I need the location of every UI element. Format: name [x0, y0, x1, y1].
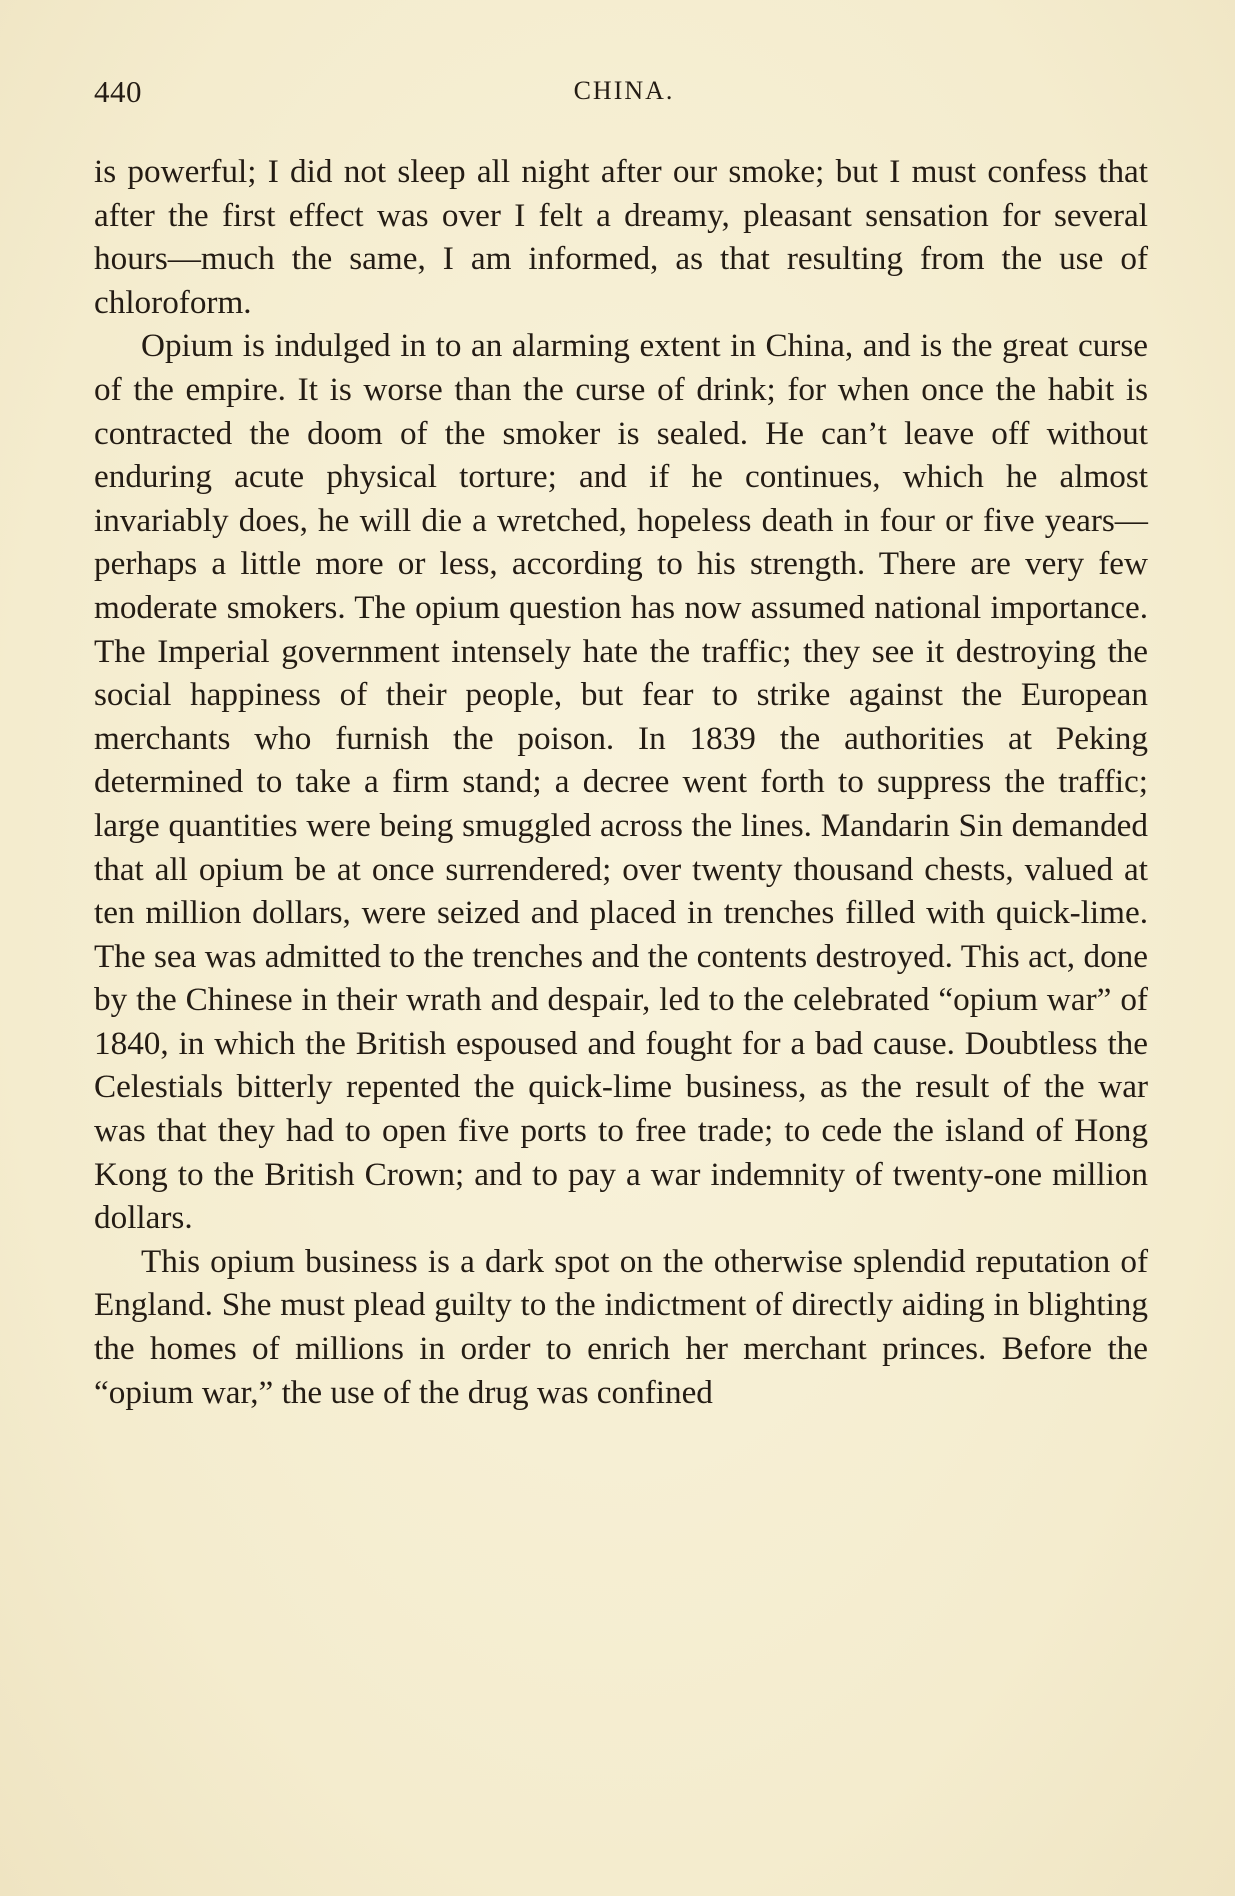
body-text [94, 150, 1148, 1414]
page-number: 440 [94, 74, 142, 109]
paragraph-opium-indulged: Opium is indulged in to an alarming extent in China, and is the great curse of the empire. It is worse than the curse of drink; for when once the habit is contracted the doom of the smoker is sealed. He can’t leave off without enduring acute physical torture; and if he continues, which he almost invariably does, he will die a wretched, hopeless death in four or five years—perhaps a little more or less, according to his strength. There are very few moderate smokers. The opium question has now assumed national importance. The Imperial government intensely hate the traffic; they see it destroying the social happiness of their people, but fear to strike against the European merchants who furnish the poison. In 1839 the authorities at Peking determined to take a firm stand; a decree went forth to suppress the traffic; large quantities were being smuggled across the lines. Mandarin Sin demanded that all opium be at once surrendered; over twenty thousand chests, valued at ten million dollars, were seized and placed in trenches filled with quick-lime. The sea was admitted to the trenches and the contents destroyed. This act, done by the Chinese in their wrath and despair, led to the celebrated “opium war” of 1840, in which the British espoused and fought for a bad cause. Doubtless the Celestials bitterly repented the quick-lime business, as the result of the war was that they had to open five ports to free trade; to cede the island of Hong Kong to the British Crown; and to pay a war indemnity of twenty-one million dollars. [94, 327, 1148, 1237]
page-header [94, 74, 1154, 114]
running-head: CHINA. [573, 76, 675, 105]
paragraph-opium-business: This opium business is a dark spot on the otherwise splendid reputation of England. She must plead guilty to the indictment of directly aiding in blighting the homes of millions in order to enrich her merchant princes. Before the “opium war,” the use of the drug was confined [94, 1242, 1148, 1411]
paragraph-continued: is powerful; I did not sleep all night after our smoke; but I must confess that after the first effect was over I felt a dreamy, pleasant sensation for several hours—much the same, I am informed, as that resulting from the use of chloroform. [94, 153, 1148, 321]
